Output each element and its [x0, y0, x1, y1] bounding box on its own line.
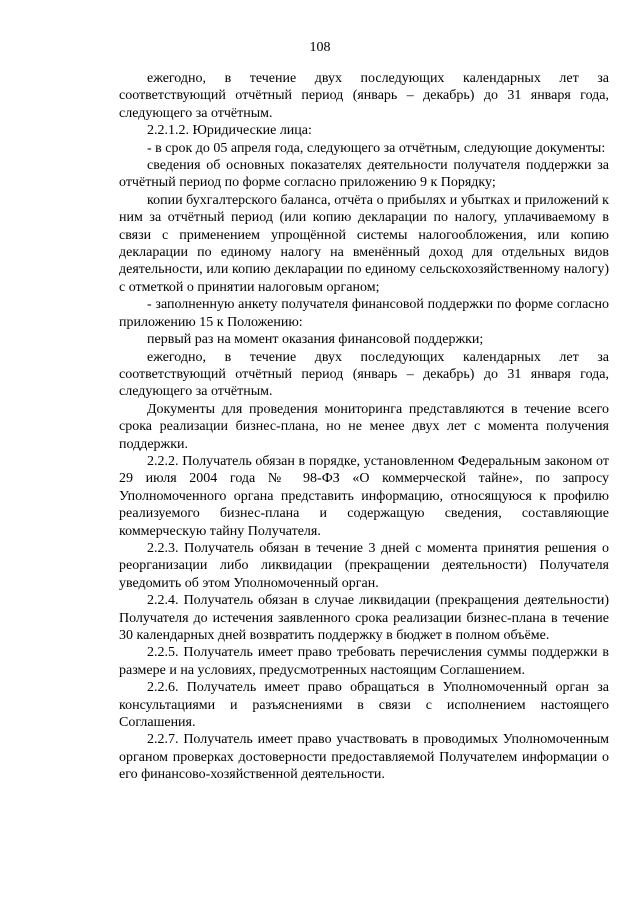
paragraph-legal-entities-heading: 2.2.1.2. Юридические лица: — [147, 123, 312, 139]
page-number: 108 — [309, 40, 331, 55]
paragraph-2-2-7: 2.2.7. Получатель имеет право участвовать в проводимых Уполномоченным органом проверках достоверности предоставляемой Получателем информации о его финансово-хозяйственной деятельности. — [119, 732, 609, 783]
paragraph-2-2-5: 2.2.5. Получатель имеет право требовать перечисления суммы поддержки в размере и на условиях, предусмотренных настоящим Соглашением. — [119, 645, 609, 678]
paragraph-annual-report-le: ежегодно, в течение двух последующих календарных лет за соответствующий отчётный период (январь – декабрь) до 31 января года, следующего за отчётным. — [119, 349, 609, 400]
paragraph-2-2-3: 2.2.3. Получатель обязан в течение 3 дней с момента принятия решения о реорганизации либо ликвидации (прекращении деятельности) Получателя уведомить об этом Уполномоченный орган. — [119, 540, 609, 591]
paragraph-questionnaire: - заполненную анкету получателя финансовой поддержки по форме согласно приложению 15 к Положению: — [119, 297, 609, 330]
document-body — [119, 70, 609, 784]
paragraph-2-2-2: 2.2.2. Получатель обязан в порядке, установленном Федеральным законом от 29 июля 2004 года № 98-ФЗ «О коммерческой тайне», по запросу Уполномоченного органа представить информацию, относящуюся к профилю реализуемого бизнес-плана и содержащую сведения, составляющие коммерческую тайну Получателя. — [119, 453, 609, 539]
paragraph-performance-info: сведения об основных показателях деятельности получателя поддержки за отчётный период по форме согласно приложению 9 к Порядку; — [119, 158, 609, 191]
paragraph-2-2-6: 2.2.6. Получатель имеет право обращаться в Уполномоченный орган за консультациями и разъяснениями в связи с исполнением настоящего Соглашения. — [119, 680, 609, 731]
paragraph-annual-report-ip: ежегодно, в течение двух последующих календарных лет за соответствующий отчётный период (январь – декабрь) до 31 января года, следующего за отчётным. — [119, 71, 609, 121]
paragraph-deadline-april: - в срок до 05 апреля года, следующего за отчётным, следующие документы: — [147, 140, 606, 156]
paragraph-balance-copies: копии бухгалтерского баланса, отчёта о прибылях и убытках и приложений к ним за отчётный период (или копию декларации по налогу, уплачиваемому в связи с применением упрощённой системы налогообложения, или копию декларации по единому налогу на вменённый доход для отдельных видов деятельности, или копию декларации по единому сельскохозяйственному налогу) с отметкой о принятии налоговым органом; — [119, 192, 609, 295]
paragraph-2-2-4: 2.2.4. Получатель обязан в случае ликвидации (прекращения деятельности) Получателя до истечения заявленного срока реализации бизнес-плана в течение 30 календарных дней возвратить поддержку в бюджет в полном объёме. — [119, 593, 609, 643]
paragraph-monitoring-docs: Документы для проведения мониторинга представляются в течение всего срока реализации бизнес-плана, но не менее двух лет с момента получения поддержки. — [119, 401, 609, 452]
paragraph-first-time: первый раз на момент оказания финансовой поддержки; — [147, 332, 484, 348]
